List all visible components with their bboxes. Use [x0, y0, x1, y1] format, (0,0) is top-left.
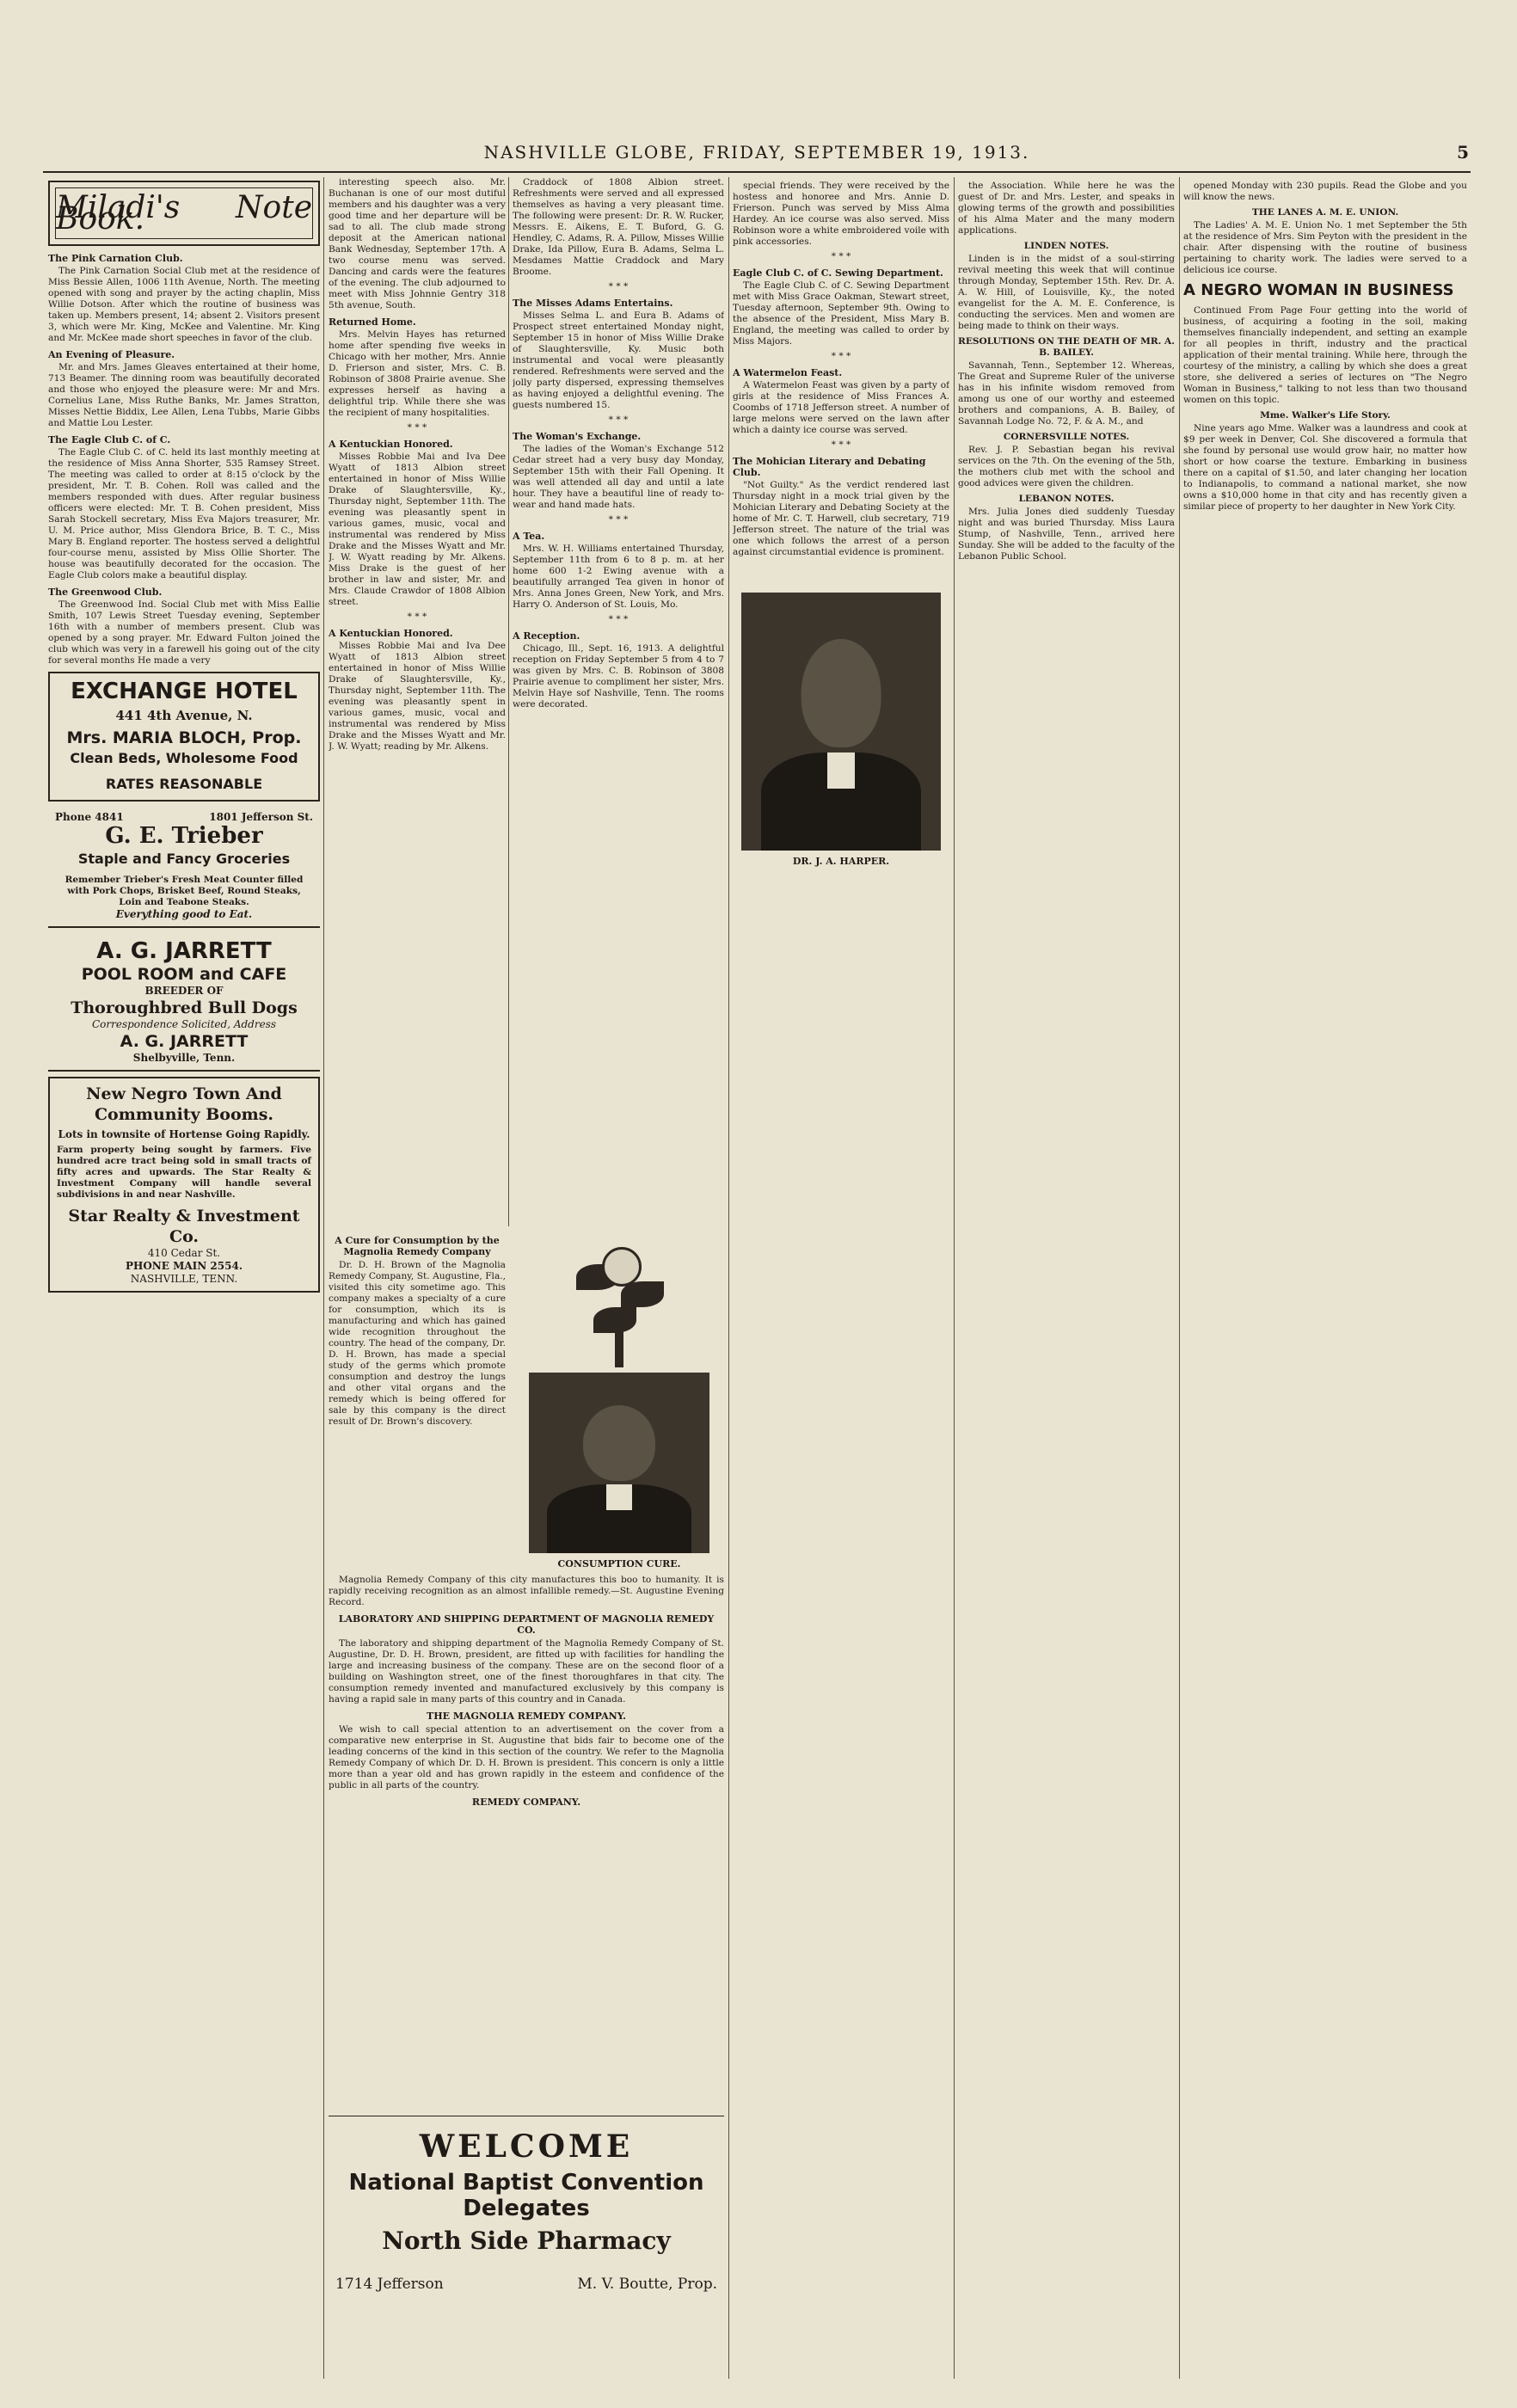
article-body: Savannah, Tenn., September 12. Whereas, The Great and Supreme Ruler of the universe has in his infinite wisdom removed from among us one of our worthy and esteemed brothers and companions, A. B. Bailey, of Savannah Lodge No. 72, F. & A. M., and — [958, 360, 1175, 427]
article-heading: The Greenwood Club. — [48, 587, 163, 598]
ad-address: 410 Cedar St. — [147, 1247, 221, 1259]
ad-line: Correspondence Solicited, Address — [91, 1018, 277, 1030]
column-rule — [323, 177, 324, 2379]
page-number: 5 — [1457, 142, 1471, 163]
magnolia-flower-illustration — [568, 1230, 671, 1367]
article-body: Mrs. Melvin Hayes has returned home after spending five weeks in Chicago with her mother, Mrs. Annie D. Frierson and sister, Mrs. C. B. Robinson of 3808 Prairie avenue. She expresses herself as having a delightful trip. While there she was the recipient of many hospitalities. — [329, 329, 506, 418]
article-body: Magnolia Remedy Company of this city manufactures this boo to humanity. It is rapidly receiving recognition as an almost infallible remedy.—St. Augustine Evening Record. — [329, 1575, 724, 1607]
ad-address: 1801 Jefferson St. — [209, 811, 313, 823]
article-body: Dr. D. H. Brown of the Magnolia Remedy Company, St. Augustine, Fla., visited this city sometime ago. This company makes a specialty of a cure for consumption, which its is manufacturing and which has gained wide recognition throughout the country. The head of the company, Dr. D. H. Brown, has made a special study of the germs which promote consumption and destroy the lungs and other vital organs and the remedy which is being offered for sale by this company is the direct result of Dr. Brown's discovery. — [329, 1260, 506, 1427]
ad-line: Clean Beds, Wholesome Food — [70, 750, 298, 766]
article-body: Linden is in the midst of a soul-stirring revival meeting this week that will continue through Monday, September 15th. Rev. Dr. A. A. W. Hill, of Louisville, Ky., the noted evangelist for the A. M. E. Conference, is conducting the services. Men and women are being made to think on their ways. — [958, 254, 1175, 331]
jarrett-ad — [48, 933, 320, 1072]
article-heading: THE LANES A. M. E. UNION. — [1251, 207, 1399, 218]
article-heading: The Eagle Club C. of C. — [48, 434, 171, 445]
ad-text: Remember Trieber's Fresh Meat Counter filled with Pork Chops, Brisket Beef, Round Steaks, Loin and Teabone Steaks. — [64, 875, 304, 907]
ad-tagline: Everything good to Eat. — [115, 908, 253, 920]
article-heading: THE MAGNOLIA REMEDY COMPANY. — [427, 1711, 626, 1722]
article-heading: A Tea. — [513, 531, 545, 542]
article-heading: A Kentuckian Honored. — [329, 439, 453, 450]
article-heading: Eagle Club C. of C. Sewing Department. — [733, 267, 943, 279]
article-body: the Association. While here he was the guest of Dr. and Mrs. Lester, and speaks in glowing terms of the growth and possibilities of his Alma Mater and the many modern applications. — [958, 181, 1175, 236]
ad-line: Staple and Fancy Groceries — [77, 851, 291, 867]
article-body: The Eagle Club C. of C. held its last monthly meeting at the residence of Miss Anna Shorter, 535 Ramsey Street. The meeting was called to order at 8:15 o'clock by the president, Mr. T. B. Cohen. Roll was called and the members responded with dues. After regular business officers were elected: Mr. T. B. Cohen president, Miss Sarah Stockell secretary, Miss Eva Majors treasurer, Mr. U. M. Price author, Miss Glendora Brice, B. T. C., Miss Mary B. England reporter. The hostess served a delightful four-course menu, assisted by Miss Ollie Shorter. The house was beautifully decorated for the occasion. The Eagle Club colors make a beautiful display. — [48, 447, 320, 580]
exchange-hotel-ad — [48, 672, 320, 802]
ad-city: Shelbyville, Tenn. — [132, 1052, 236, 1064]
article-body: Mr. and Mrs. James Gleaves entertained at their home, 713 Beamer. The dinning room was beautifully decorated and those who enjoyed the pleasure were: Mr and Mrs. Cornelius Lane, Miss Ruthe Banks, Mr. James Stratton, Misses Nettie Biddix, Lee Allen, Lena Tubbs, Marie Gibbs and Mattie Lou Lester. — [48, 362, 320, 428]
article-heading: The Mohician Literary and Debating Club. — [733, 456, 926, 478]
article-body: We wish to call special attention to an advertisement on the cover from a comparative new enterprise in St. Augustine that bids fair to become one of the leading concerns of the kind in this section of the country. We refer to the Magnolia Remedy Company of which Dr. D. H. Brown is president. This concern is only a little more than a year old and has grown rapidly in the esteem and confidence of the public in all parts of the country. — [329, 1724, 724, 1791]
ad-line: BREEDER OF — [144, 985, 224, 997]
article-heading: The Misses Adams Entertains. — [513, 298, 673, 309]
article-heading: Returned Home. — [329, 316, 416, 328]
article-body: The ladies of the Woman's Exchange 512 Cedar street had a very busy day Monday, September 15th with their Fall Opening. It was well attended all day and until a late hour. They have a beautiful line of ready to-wear and hand made hats. — [513, 444, 724, 510]
article-heading: LEBANON NOTES. — [1018, 494, 1115, 504]
article-body: Continued From Page Four getting into the world of business, of acquiring a footing in the soil, making themselves financially independent, and setting an example for all peoples in thrift, industry and the practical application of their mental training. While here, through the courtesy of the ministry, a calling by which she does a great store, she delivered a series of lectures on "The Negro Woman in Business," talking to not less than two thousand women on this topic. — [1183, 305, 1467, 405]
column-6 — [1183, 181, 1467, 2382]
article-body: Mrs. W. H. Williams entertained Thursday, September 11th from 6 to 8 p. m. at her home 600 1-2 Ewing avenue with a beautifully arranged Tea given in honor of Mrs. Anna Jones Green, New York, and Mrs. Harry O. Anderson of St. Louis, Mo. — [513, 544, 724, 610]
ad-name: A. G. JARRETT — [120, 1032, 249, 1051]
ad-title: North Side Pharmacy — [382, 2227, 671, 2255]
article-body: Misses Robbie Mai and Iva Dee Wyatt of 1813 Albion street entertained in honor of Miss Willie Drake of Slaughtersville, Ky., Thursday night, September 11th. The evening was pleasantly spent in various games, music, vocal and instrumental was rendered by Miss Drake and the Misses Wyatt and Mr. J. W. Wyatt; reading by Mr. Alkens. — [329, 641, 506, 752]
article-body: opened Monday with 230 pupils. Read the Globe and you will know the news. — [1183, 181, 1467, 202]
article-signature: REMEDY COMPANY. — [471, 1797, 581, 1808]
ad-line: Thoroughbred Bull Dogs — [71, 998, 298, 1017]
article-body: Misses Robbie Mai and Iva Dee Wyatt of 1813 Albion street entertained in honor of Miss Willie Drake of Slaughtersville, Ky., Thursday night, September 11th. The evening was pleasantly spent in various games, music, vocal and instrumental was rendered by Miss Drake and the Misses Wyatt and Mr. J. W. Wyatt reading by Mr. Alkens. Miss Drake is the guest of her brother in law and sister, Mr. and Mrs. Claude Crawdor of 1808 Albion street. — [329, 452, 506, 607]
ad-welcome: WELCOME — [419, 2128, 634, 2165]
article-body: Nine years ago Mme. Walker was a laundress and cook at $9 per week in Denver, Col. She discovered a formula that she found by personal use would grow hair, no matter how short or how coarse the texture. Embarking in business there on a capital of $1.50, and later changing her location to Indianapolis, to command a national market, she now owns a $10,000 home in that city and has recently given a similar piece of property to her daughter in New York City. — [1183, 423, 1467, 512]
ad-text: Farm property being sought by farmers. Five hundred acre tract being sold in small tracts of fifty acres and upwards. The Star Realty & Investment Company will handle several subdivisions in and near Nashville. — [57, 1145, 311, 1200]
article-body: The Greenwood Ind. Social Club met with Miss Eallie Smith, 107 Lewis Street Tuesday evening, September 16th with a number of members present. Club was opened by a song prayer. Mr. Edward Fulton joined the club which was very in a farewell his going out of the city for several months He made a very — [48, 599, 320, 666]
article-heading: A Kentuckian Honored. — [329, 628, 453, 639]
ad-title: New Negro Town And Community Booms. — [86, 1084, 282, 1124]
article-heading: A Cure for Consumption by the Magnolia Remedy Company — [335, 1235, 500, 1257]
article-body: Rev. J. P. Sebastian began his revival services on the 7th. On the evening of the 5th, the mothers club met with the school and good advices were given the children. — [958, 445, 1175, 488]
ad-title: EXCHANGE HOTEL — [71, 679, 298, 704]
column-2: interesting speech also. Mr. Buchanan is one of our most dutiful members and his daughter was a very good time and her departure will be sad to all. The club made strong deposit at the American national Bank Wednesday, September 17th. A two course menu was served. Dancing and cards were the features of the evening. The club adjourned to meet with Miss Johnnie Gentry 318 5th avenue, South. Returned Home. Mrs. Melvin Hayes has returned home after spending five weeks in Chicago with her mother, Mrs. Annie D. Frierson and sister, Mrs. C. B. Robinson of 3808 Prairie avenue. She expresses herself as having a delightful trip. While there she was the recipient of many hospitalities. * * * A Kentuckian Honored. Misses Robbie Mai and Iva Dee Wyatt of 1813 Albion street entertained in honor of Miss Willie Drake of Slaughtersville, Ky., Thursday night, September 11th. The evening was pleasantly spent in various games, music, vocal and instrumental was rendered by Miss Drake and the Misses Wyatt and Mr. J. W. Wyatt reading by Mr. Alkens. Miss Drake is the guest of her brother in law and sister, Mr. and Mrs. Claude Crawdor of 1808 Albion street. * * * A Kentuckian Honored. Misses Robbie Mai and Iva Dee Wyatt of 1813 Albion street entertained in honor of Miss Willie Drake of Slaughtersville, Ky., Thursday night, September 11th. The evening was pleasantly spent in various games, music, vocal and instrumental was rendered by Miss Drake and the Misses Wyatt and Mr. J. W. Wyatt; reading by Mr. Alkens. — [329, 177, 506, 752]
article-heading: An Evening of Pleasure. — [48, 349, 175, 360]
ad-line: National Baptist Convention Delegates — [348, 2170, 704, 2221]
article-body: Mrs. Julia Jones died suddenly Tuesday night and was buried Thursday. Miss Laura Stump, of Nashville, Tenn., arrived here Sunday. She will be added to the faculty of the Lebanon Public School. — [958, 507, 1175, 562]
column-rule — [508, 177, 509, 1226]
ad-company: Star Realty & Investment Co. — [68, 1207, 300, 1246]
article-heading: The Woman's Exchange. — [513, 431, 642, 442]
masthead — [43, 142, 1471, 173]
dr-brown-portrait — [529, 1373, 709, 1553]
column-1 — [48, 181, 320, 2382]
ad-city: NASHVILLE, TENN. — [130, 1273, 238, 1285]
column-5 — [958, 181, 1175, 2382]
article-heading: LINDEN NOTES. — [1023, 241, 1109, 251]
article-heading: A Watermelon Feast. — [733, 367, 843, 378]
article-body: Misses Selma L. and Eura B. Adams of Prospect street entertained Monday night, September 15 in honor of Miss Willie Drake of Slaughtersville, Ky. Music both instrumental and vocal were pleasantly rendered. Refreshments were served and the jolly party dispersed, expressing themselves as having enjoyed a delightful evening. The guests numbered 15. — [513, 310, 724, 410]
ad-subtitle: Lots in townsite of Hortense Going Rapidly. — [58, 1128, 310, 1140]
column-rule — [728, 177, 729, 2379]
ad-line: POOL ROOM and CAFE — [81, 965, 287, 984]
article-headline: A NEGRO WOMAN IN BUSINESS — [1183, 281, 1454, 299]
north-side-pharmacy-ad — [329, 2116, 724, 2374]
ad-title: A. G. JARRETT — [96, 938, 272, 964]
article-heading: CORNERSVILLE NOTES. — [1003, 432, 1130, 442]
star-realty-ad — [48, 1077, 320, 1293]
article-body: Craddock of 1808 Albion street. Refreshments were served and all expressed themselves as having a very pleasant time. The following were present: Dr. R. W. Rucker, Messrs. E. Aikens, E. T. Buford, G. G. Hendley, C. Adams, R. A. Pillow, Misses Willie Drake, Ida Pillow, Eura B. Adams, Selma L. Mesdames Mattie Craddock and Mary Broome. — [513, 177, 724, 277]
article-body: The Pink Carnation Social Club met at the residence of Miss Bessie Allen, 1006 11th Avenue, North. The meeting opened with song and prayer by the acting chaplin, Miss Willie Dotson. After which the routine of business was taken up. Members present, 14; absent 2. Visitors present 3, which were Mr. King, McKee and Valentine. Mr. King and Mr. McKee made short speeches in favor of the club. — [48, 266, 320, 343]
portrait-caption: DR. J. A. HARPER. — [792, 856, 890, 867]
article-heading: A Reception. — [513, 630, 580, 642]
ad-phone: Phone 4841 — [55, 811, 124, 823]
column-rule — [954, 177, 955, 2379]
section-title-box — [48, 181, 320, 246]
article-body: The laboratory and shipping department of the Magnolia Remedy Company of St. Augustine, Dr. D. H. Brown, president, are fitted up with facilities for handling the large and increasing business of the company. These are on the second floor of a building on Washington street, one of the finest thoroughfares in that city. The consumption remedy invented and manufactured exclusively by this company is having a rapid sale in many parts of this country and in Canada. — [329, 1638, 724, 1705]
ad-address: 1714 Jefferson — [335, 2276, 444, 2293]
article-body: A Watermelon Feast was given by a party of girls at the residence of Miss Frances A. Coombs of 1718 Jefferson street. A number of large melons were served on the lawn after which a dainty ice course was served. — [733, 380, 949, 435]
trieber-ad — [48, 807, 320, 928]
ad-proprietor: Mrs. MARIA BLOCH, Prop. — [66, 728, 302, 747]
ad-proprietor: M. V. Boutte, Prop. — [577, 2276, 717, 2293]
article-heading: LABORATORY AND SHIPPING DEPARTMENT OF MAGNOLIA REMEDY CO. — [338, 1613, 715, 1636]
article-heading: RESOLUTIONS ON THE DEATH OF MR. A. B. BAILEY. — [958, 336, 1175, 358]
column-4: special friends. They were received by the hostess and honoree and Mrs. Annie D. Frierson. Punch was served by Miss Alma Hardey. An ice course was also served. Miss Robinson wore a white embroidered voile with pink accessories. * * * Eagle Club C. of C. Sewing Department. The Eagle Club C. of C. Sewing Department met with Miss Grace Oakman, Stewart street, Tuesday afternoon, September 9th. Owing to the absence of the President, Miss Mary B. England, the meeting was called to order by Miss Majors. * * * A Watermelon Feast. A Watermelon Feast was given by a party of girls at the residence of Miss Frances A. Coombs of 1718 Jefferson street. A number of large melons were served on the lawn after which a dainty ice course was served. * * * The Mohician Literary and Debating Club. "Not Guilty." As the verdict rendered last Thursday night in a mock trial given by the Mohician Literary and Debating Society at the home of Mr. C. T. Harwell, club secretary, 719 Jefferson street. The nature of the trial was one which follows the arrest of a person against circumstantial evidence is prominent. DR. J. A. HARPER. — [733, 181, 949, 867]
portrait-caption: CONSUMPTION CURE. — [557, 1558, 681, 1570]
section-title: Miladi's Note Book. — [55, 187, 313, 239]
article-body: special friends. They were received by the hostess and honoree and Mrs. Annie D. Frierson. Punch was served by Miss Alma Hardey. An ice course was also served. Miss Robinson wore a white embroidered voile with pink accessories. — [733, 181, 949, 247]
article-body: The Eagle Club C. of C. Sewing Department met with Miss Grace Oakman, Stewart street, Tuesday afternoon, September 9th. Owing to the absence of the President, Miss Mary B. England, the meeting was called to order by Miss Majors. — [733, 280, 949, 347]
article-body: interesting speech also. Mr. Buchanan is one of our most dutiful members and his daughter was a very good time and her departure will be sad to all. The club made strong deposit at the American national Bank Wednesday, September 17th. A two course menu was served. Dancing and cards were the features of the evening. The club adjourned to meet with Miss Johnnie Gentry 318 5th avenue, South. — [329, 177, 506, 310]
ad-rates: RATES REASONABLE — [105, 776, 263, 792]
ad-title: G. E. Trieber — [105, 823, 263, 849]
article-body: The Ladies' A. M. E. Union No. 1 met September the 5th at the residence of Mrs. Sim Peyton with the president in the chair. After dispensing with the routine of business pertaining to charity work. The ladies were served to a delicious ice course. — [1183, 220, 1467, 275]
article-heading: Mme. Walker's Life Story. — [1260, 410, 1391, 421]
column-3: Craddock of 1808 Albion street. Refreshments were served and all expressed themselves as having a very pleasant time. The following were present: Dr. R. W. Rucker, Messrs. E. Aikens, E. T. Buford, G. G. Hendley, C. Adams, R. A. Pillow, Misses Willie Drake, Ida Pillow, Eura B. Adams, Selma L. Mesdames Mattie Craddock and Mary Broome. * * * The Misses Adams Entertains. Misses Selma L. and Eura B. Adams of Prospect street entertained Monday night, September 15 in honor of Miss Willie Drake of Slaughtersville, Ky. Music both instrumental and vocal were pleasantly rendered. Refreshments were served and the jolly party dispersed, expressing themselves as having enjoyed a delightful evening. The guests numbered 15. * * * The Woman's Exchange. The ladies of the Woman's Exchange 512 Cedar street had a very busy day Monday, September 15th with their Fall Opening. It was well attended all day and until a late hour. They have a beautiful line of ready to-wear and hand made hats. * * * A Tea. Mrs. W. H. Williams entertained Thursday, September 11th from 6 to 8 p. m. at her home 600 1-2 Ewing avenue with a beautifully arranged Tea given in honor of Mrs. Anna Jones Green, New York, and Mrs. Harry O. Anderson of St. Louis, Mo. * * * A Reception. Chicago, Ill., Sept. 16, 1913. A delightful reception on Friday September 5 from 4 to 7 was given by Mrs. C. B. Robinson of 3808 Prairie avenue to compliment her sister, Mrs. Melvin Haye sof Nashville, Tenn. The rooms were decorated. — [513, 177, 724, 710]
article-heading: The Pink Carnation Club. — [48, 253, 183, 264]
column-rule — [1179, 177, 1180, 2379]
ad-address: 441 4th Avenue, N. — [115, 708, 253, 723]
masthead-title: NASHVILLE GLOBE, FRIDAY, SEPTEMBER 19, 1913. — [483, 142, 1030, 163]
article-body: "Not Guilty." As the verdict rendered last Thursday night in a mock trial given by the Mohician Literary and Debating Society at the home of Mr. C. T. Harwell, club secretary, 719 Jefferson street. The nature of the trial was one which follows the arrest of a person against circumstantial evidence is prominent. — [733, 480, 949, 557]
dr-harper-portrait — [741, 593, 941, 851]
article-body: Chicago, Ill., Sept. 16, 1913. A delightful reception on Friday September 5 from 4 to 7 was given by Mrs. C. B. Robinson of 3808 Prairie avenue to compliment her sister, Mrs. Melvin Haye sof Nashville, Tenn. The rooms were decorated. — [513, 643, 724, 710]
ad-phone: PHONE MAIN 2554. — [125, 1260, 243, 1272]
